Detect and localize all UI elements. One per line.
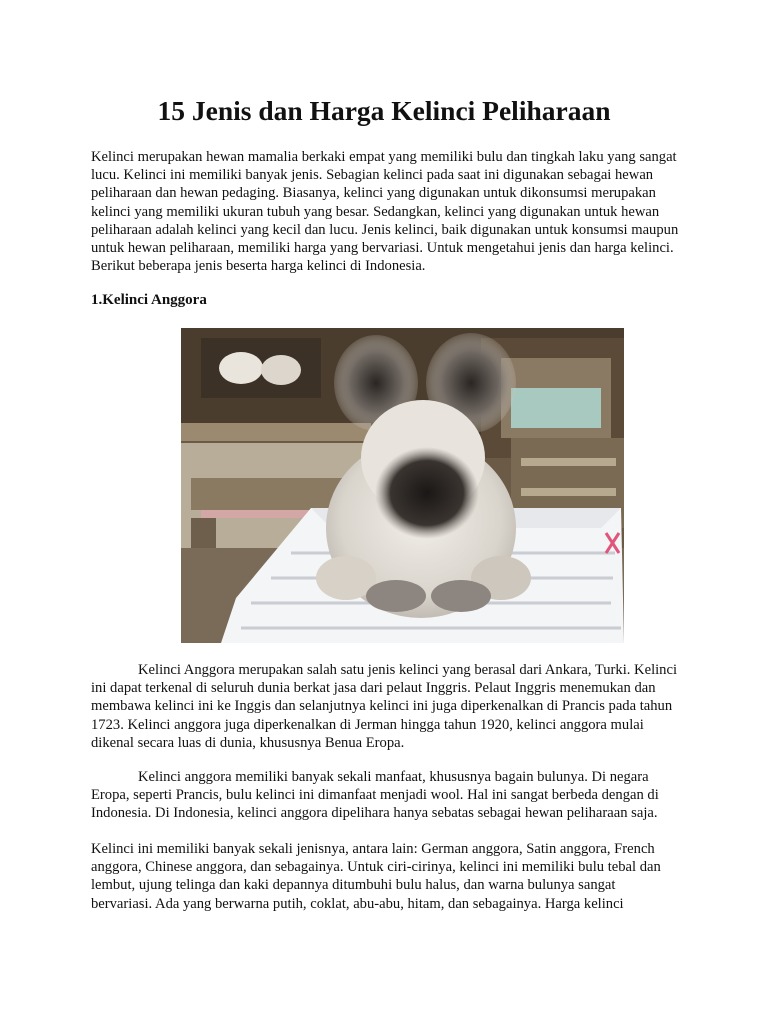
page-title: 15 Jenis dan Harga Kelinci Peliharaan (157, 95, 611, 126)
anggora-paragraph-2: Kelinci anggora memiliki banyak sekali manfaat, khususnya bagain bulunya. Di negara Eropa, seperti Prancis, bulu kelinci ini dimanfaat menjadi wool. Hal ini sangat berbeda dengan di Indonesia. Di Indonesia, kelinci anggora dipelihara hanya sebatas sebagai hewan peliharaan saja. (91, 769, 659, 822)
intro-paragraph: Kelinci merupakan hewan mamalia berkaki empat yang memiliki bulu dan tingkah laku yang sangat lucu. Kelinci ini memiliki banyak jenis. Sebagian kelinci pada saat ini digunakan sebagai hewan peliharaan dan hewan pedaging. Biasanya, kelinci yang digunakan untuk dikonsumsi merupakan kelinci yang memiliki ukuran tubuh yang besar. Sedangkan, kelinci yang digunakan untuk hewan peliharaan adalah kelinci yang kecil dan lucu. Jenis kelinci, baik digunakan untuk konsumsi maupun untuk hewan peliharaan, memiliki harga yang bervariasi. Untuk mengetahui jenis dan harga kelinci. Berikut beberapa jenis beserta harga kelinci di Indonesia. (91, 149, 679, 275)
anggora-paragraph-3: Kelinci ini memiliki banyak sekali jenisnya, antara lain: German anggora, Satin anggora, French anggora, Chinese anggora, dan sebagainya. Untuk ciri-cirinya, kelinci ini memiliki bulu tebal dan lembut, ujung telinga dan kaki depannya ditumbuhi bulu halus, dan warna bulunya sangat bervariasi. Ada yang berwarna putih, coklat, abu-abu, hitam, dan sebagainya. Harga kelinci (91, 841, 661, 912)
angora-rabbit-photo (181, 328, 624, 643)
section-heading-anggora: 1.Kelinci Anggora (91, 292, 207, 308)
anggora-paragraph-1: Kelinci Anggora merupakan salah satu jenis kelinci yang berasal dari Ankara, Turki. Kelinci ini dapat terkenal di seluruh dunia berkat jasa dari pelaut Inggris. Pelaut Inggris menemukan dan membawa kelinci ini ke Inggis dan selanjutnya kelinci ini juga diperkenalkan di Prancis pada tahun 1723. Kelinci anggora juga diperkenalkan di Jerman hingga tahun 1920, kelinci anggora mulai dikenal secara luas di dunia, khususnya Benua Eropa. (91, 662, 678, 751)
